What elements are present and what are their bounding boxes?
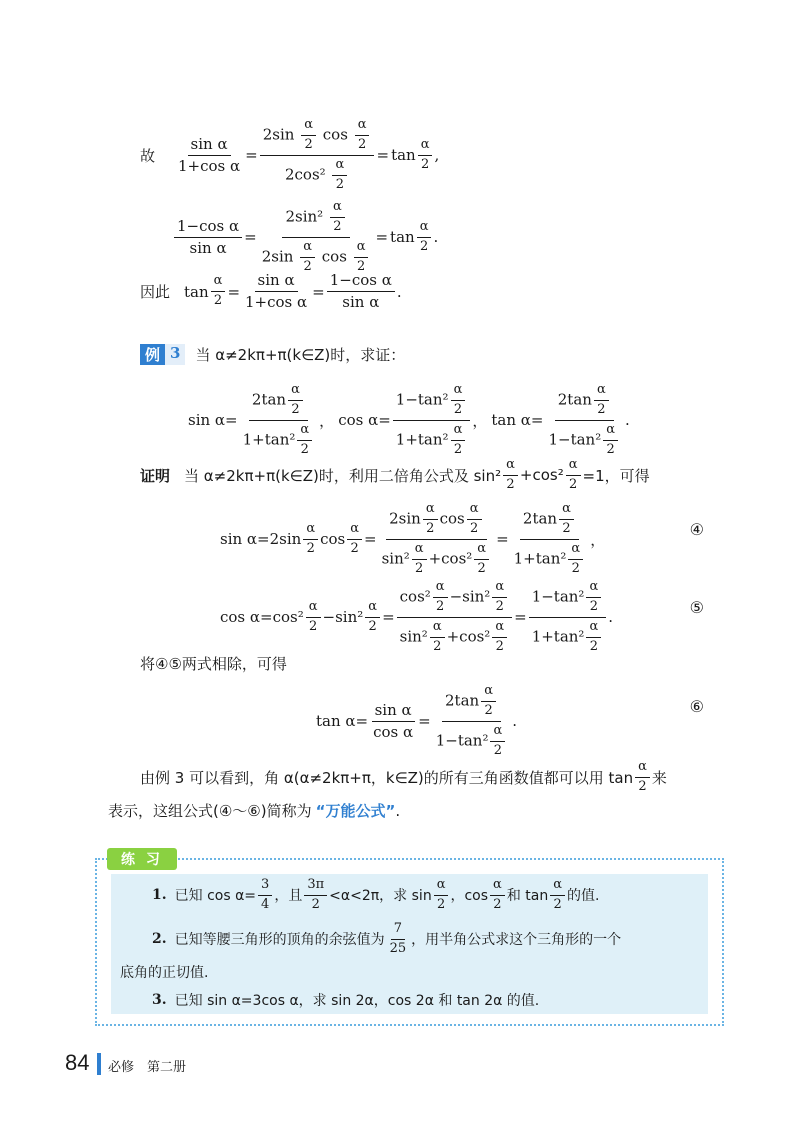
eq1-mid-fraction: 2sin $\frac{\alpha}{2}$ cos $\frac{\alpha}{2}$ 2cos² $\frac{\alpha}{2}$ xyxy=(260,118,375,193)
summary-line-1: 由例 3 可以看到，角 α(α≠2kπ+π，k∈Z)的所有三角函数值都可以用 tan $\frac{\alpha}{2}$ 来 xyxy=(140,759,667,794)
exercise-1: 1. 已知 cos α= $\frac{3}{4}$ ，且 $\frac{3\pi}{2}$ <α<2π，求 sin $\frac{\alpha}{2}$ ，cos $\frac{\alpha}{2}$ 和 tan $\frac{\alpha}{2}$ 的值. xyxy=(152,877,600,912)
example-badge: 例 3 xyxy=(140,344,185,365)
eq2-lhs-fraction: $\frac{\text{1−cos α}}{\text{sin α}}$ xyxy=(174,218,242,258)
exercise-tag: 练 习 xyxy=(107,848,177,870)
page-number: 84 xyxy=(65,1050,90,1075)
equation-3: 因此 tan $\frac{\alpha}{2}$ = $\frac{\text{sin α}}{\text{1+cos α}}$ = $\frac{\text{1−cos α}}{\text{sin α}}$ . xyxy=(140,271,402,312)
footer-accent-bar xyxy=(97,1053,101,1075)
exercise-3: 3. 已知 sin α=3cos α，求 sin 2α，cos 2α 和 tan 2α 的值. xyxy=(152,992,540,1009)
divide-text: 将④⑤两式相除，可得 xyxy=(140,655,287,673)
example-3-heading xyxy=(140,344,405,365)
eq1-label: 故 xyxy=(140,146,156,165)
equation-5-marker: ⑤ xyxy=(689,598,704,617)
exercise-2: 2. 已知等腰三角形的顶角的余弦值为 $\frac{7}{25}$ ，用半角公式求这个三角形的一个 xyxy=(152,921,622,956)
equation-6-marker: ⑥ xyxy=(689,697,704,716)
proof-label: 证明 xyxy=(140,466,171,485)
equation-2: $\frac{\text{1−cos α}}{\text{sin α}}$ = 2sin² $\frac{\alpha}{2}$ 2sin $\frac{\alpha}{2}$ cos $\frac{\alpha}{2}$ = tan $\frac{\alpha}{2}$ . xyxy=(172,200,438,275)
example-condition: 当 α≠2kπ+π(k∈Z)时，求证： xyxy=(195,346,406,364)
book-title: 必修 第二册 xyxy=(108,1060,187,1075)
equation-4-marker: ④ xyxy=(689,520,704,539)
eq3-label: 因此 xyxy=(140,283,171,302)
universal-formula-term: “万能公式” xyxy=(315,802,396,820)
equation-4: sin α=2sin $\frac{\alpha}{2}$ cos $\frac{\alpha}{2}$ = 2sin $\frac{\alpha}{2}$ cos $\frac{\alpha}{2}$ sin² $\frac{\alpha}{2}$ +cos² $\frac{\alpha}{2}$ = 2tan $\frac{\alpha}{2}$ 1+tan² $\frac{\alpha}{2}$ ， xyxy=(220,501,606,576)
equation-5: cos α=cos² $\frac{\alpha}{2}$ −sin² $\frac{\alpha}{2}$ = cos² $\frac{\alpha}{2}$ −sin² $\frac{\alpha}{2}$ sin² $\frac{\alpha}{2}$ +cos² $\frac{\alpha}{2}$ = 1−tan² $\frac{\alpha}{2}$ 1+tan² $\frac{\alpha}{2}$ . xyxy=(220,579,614,654)
equation-1: 故 $\frac{\text{sin α}}{\text{1+cos α}}$ = 2sin $\frac{\alpha}{2}$ cos $\frac{\alpha}{2}$ 2cos² $\frac{\alpha}{2}$ = tan $\frac{\alpha}{2}$ , xyxy=(140,117,440,192)
proof-intro: 证明 当 α≠2kπ+π(k∈Z)时，利用二倍角公式及 sin² $\frac{\alpha}{2}$ +cos² $\frac{\alpha}{2}$ =1，可得 xyxy=(140,457,650,492)
example-3-formulas: sin α= 2tan $\frac{\alpha}{2}$ 1+tan² $\frac{\alpha}{2}$ ， cos α= 1−tan² $\frac{\alpha}{2}$ 1+tan² $\frac{\alpha}{2}$ ， tan α= 2tan $\frac{\alpha}{2}$ 1−tan² $\frac{\alpha}{2}$ . xyxy=(188,382,630,457)
eq1-lhs-fraction: $\frac{\text{sin α}}{\text{1+cos α}}$ xyxy=(178,134,241,175)
summary-line-2: 表示，这组公式(④～⑥)简称为 “万能公式” . xyxy=(108,801,401,820)
equation-6: tan α= $\frac{\text{sin α}}{\text{cos α}}$ = 2tan $\frac{\alpha}{2}$ 1−tan² $\frac{\alpha}{2}$ . xyxy=(316,683,518,758)
eq2-mid-fraction: 2sin² $\frac{\alpha}{2}$ 2sin $\frac{\alpha}{2}$ cos $\frac{\alpha}{2}$ xyxy=(259,200,374,275)
exercise-2-cont: 底角的正切值. xyxy=(120,965,209,981)
